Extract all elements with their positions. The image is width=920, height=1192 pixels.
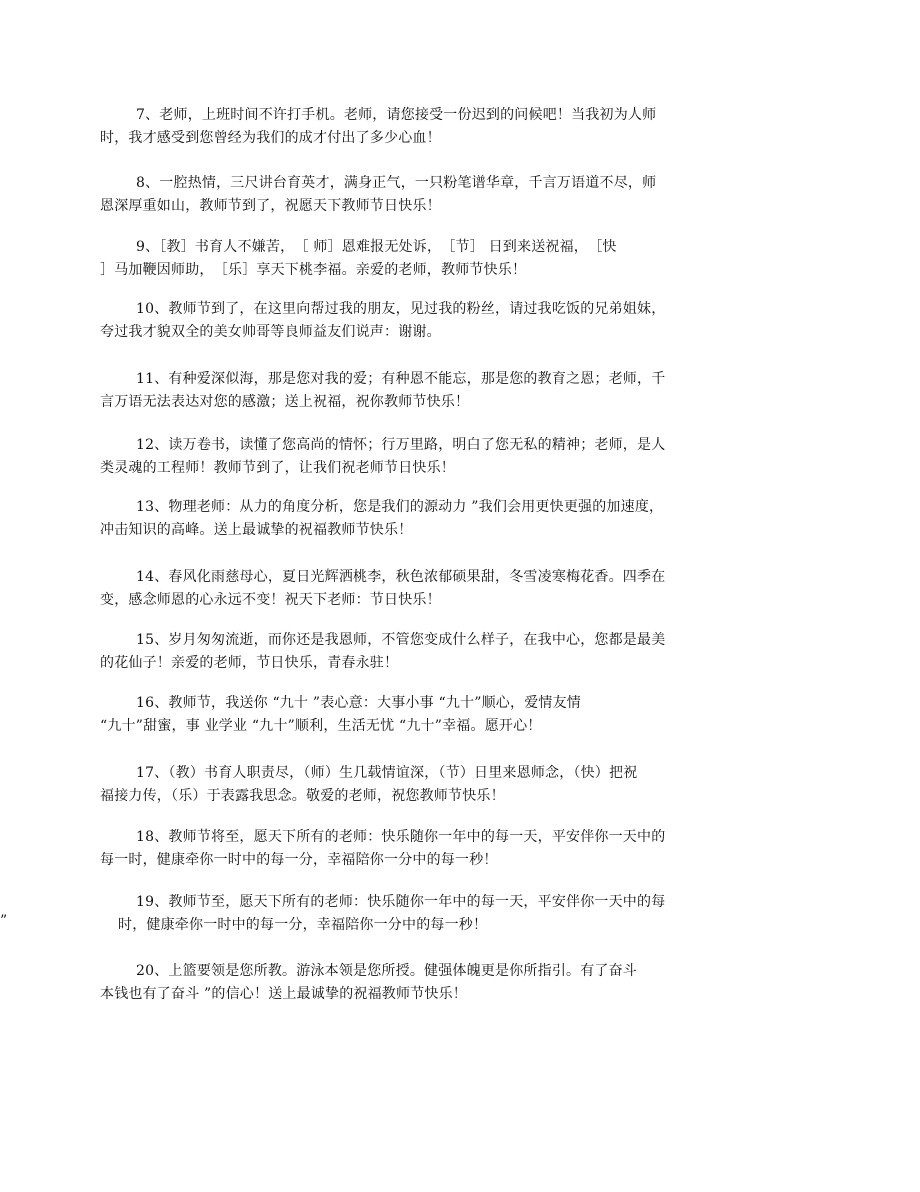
paragraph-7 bbox=[100, 104, 730, 150]
paragraph-line: 类灵魂的工程师！教师节到了，让我们祝老师节日快乐！ bbox=[100, 460, 455, 476]
paragraph-8 bbox=[100, 172, 730, 218]
paragraph-20 bbox=[100, 960, 730, 1006]
paragraph-line: 恩深厚重如山，教师节到了，祝愿天下教师节日快乐！ bbox=[100, 198, 441, 214]
paragraph-line: 18、教师节将至，愿天下所有的老师：快乐随你一年中的每一天，平安伴你一天中的 bbox=[136, 829, 666, 845]
paragraph-10 bbox=[100, 298, 730, 344]
paragraph-line: 时，健康牵你一时中的每一分，幸福陪你一分中的每一秒！ bbox=[118, 917, 488, 933]
paragraph-17 bbox=[100, 762, 730, 808]
paragraph-13 bbox=[100, 496, 730, 542]
paragraph-line: 14、春风化雨慈母心，夏日光辉洒桃李，秋色浓郁硕果甜，冬雪凌寒梅花香。四季在 bbox=[136, 569, 666, 585]
paragraph-line: 变，感念师恩的心永远不变！祝天下老师：节日快乐！ bbox=[100, 592, 441, 608]
paragraph-line: 20、上篮要领是您所教。游泳本领是您所授。健强体魄更是你所指引。有了奋斗 bbox=[136, 963, 638, 979]
paragraph-line: 15、岁月匆匆流逝，而你还是我恩师，不管您变成什么样子，在我中心，您都是最美 bbox=[136, 632, 666, 648]
paragraph-line: 福接力传，（乐）于表露我思念。敬爱的老师，祝您教师节快乐！ bbox=[100, 788, 505, 804]
paragraph-line: 言万语无法表达对您的感激；送上祝福，祝你教师节快乐！ bbox=[100, 394, 470, 410]
paragraph-11 bbox=[100, 368, 730, 414]
paragraph-19 bbox=[100, 891, 730, 937]
paragraph-line: 每一时，健康牵你一时中的每一分，幸福陪你一分中的每一秒！ bbox=[100, 852, 498, 868]
paragraph-line: 11、有种爱深似海，那是您对我的爱；有种恩不能忘，那是您的教育之恩；老师，千 bbox=[136, 371, 666, 387]
paragraph-line: 时，我才感受到您曾经为我们的成才付出了多少心血！ bbox=[100, 130, 441, 146]
paragraph-line: 12、读万卷书，读懂了您高尚的情怀；行万里路，明白了您无私的精神；老师，是人 bbox=[136, 437, 666, 453]
paragraph-18 bbox=[100, 826, 730, 872]
paragraph-12 bbox=[100, 434, 730, 480]
paragraph-9 bbox=[100, 236, 730, 282]
paragraph-line: 本钱也有了奋斗 ”的信心！送上最诚挚的祝福教师节快乐！ bbox=[100, 986, 468, 1002]
paragraph-line: 13、物理老师：从力的角度分析，您是我们的源动力 ”我们会用更快更强的加速度， bbox=[136, 499, 664, 515]
paragraph-line: 的花仙子！亲爱的老师，节日快乐，青春永驻！ bbox=[100, 655, 399, 671]
paragraph-15 bbox=[100, 629, 730, 675]
paragraph-line: 8、一腔热情，三尺讲台育英才，满身正气，一只粉笔谱华章，千言万语道不尽，师 bbox=[136, 175, 657, 191]
paragraph-line: 17、（教）书育人职责尽，（师）生几载情谊深，（节）日里来恩师念，（快）把祝 bbox=[136, 765, 638, 781]
paragraph-line: “九十”甜蜜，事 业学业 “九十”顺利，生活无忧 “九十”幸福。愿开心！ bbox=[100, 718, 542, 734]
paragraph-line: 16、教师节，我送你 “九十 ”表心意：大事小事 “九十”顺心，爱情友情 bbox=[136, 695, 581, 711]
paragraph-line: 7、老师，上班时间不许打手机。老师，请您接受一份迟到的问候吧！当我初为人师 bbox=[136, 107, 657, 123]
paragraph-line: ］马加鞭因师助， ［乐］享天下桃李福。亲爱的老师，教师节快乐！ bbox=[100, 262, 527, 278]
paragraph-14 bbox=[100, 566, 730, 612]
paragraph-line: 9、［教］书育人不嫌苦， ［ 师］恩难报无处诉， ［节］ 日到来送祝福， ［快 bbox=[136, 239, 617, 255]
paragraph-line: 冲击知识的高峰。送上最诚挚的祝福教师节快乐！ bbox=[100, 522, 413, 538]
paragraph-line: 夸过我才貌双全的美女帅哥等良师益友们说声：谢谢。 bbox=[100, 324, 441, 340]
paragraph-16 bbox=[100, 692, 730, 738]
paragraph-line: 19、教师节至，愿天下所有的老师：快乐随你一年中的每一天，平安伴你一天中的每 bbox=[136, 894, 666, 910]
stray-quote-mark: ” bbox=[0, 913, 8, 929]
paragraph-line: 10、教师节到了，在这里向帮过我的朋友，见过我的粉丝，请过我吃饭的兄弟姐妹， bbox=[136, 301, 666, 317]
